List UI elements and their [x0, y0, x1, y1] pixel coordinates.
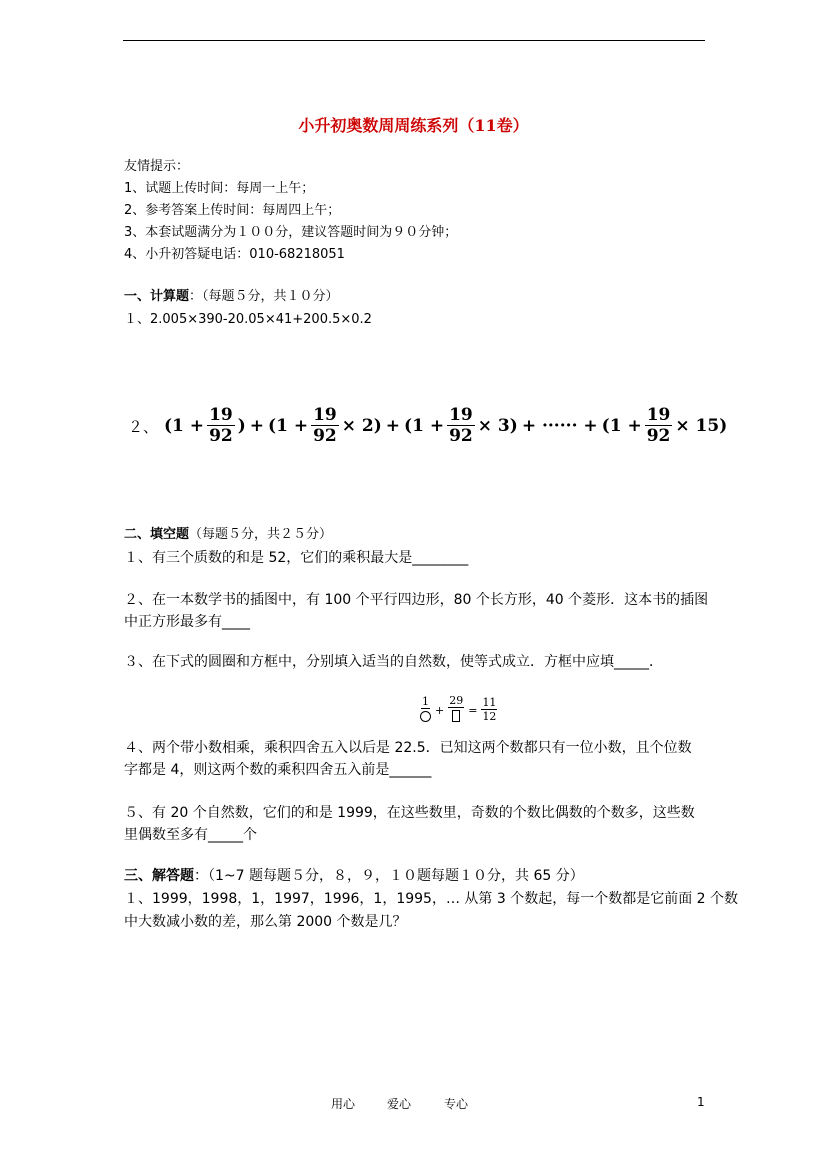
question-2-2-line-1: ２、在一本数学书的插图中，有 100 个平行四边形，80 个长方形，40 个菱形．这本书的插图	[124, 592, 709, 608]
fraction-denominator: 92	[313, 426, 337, 446]
term-1-open: (1 +	[164, 416, 205, 436]
square-blank-icon	[452, 710, 460, 722]
footer-motto-3: 专心	[444, 1097, 469, 1111]
question-1-2-number: ２、	[128, 417, 159, 436]
section-1-title: 一、计算题	[124, 289, 190, 304]
denominator	[420, 709, 431, 726]
question-1-1: １、2.005×390-20.05×41+200.5×0.2	[124, 312, 372, 327]
fraction-19-92	[207, 406, 235, 446]
tip-item-1: 1、试题上传时间：每周一上午；	[124, 181, 315, 196]
term-1-close: )	[237, 416, 246, 436]
question-2-2-line-2: 中正方形最多有____	[124, 614, 250, 630]
term-3-close: × 3)	[477, 416, 518, 436]
page-title: 小升初奥数周周练系列（11卷）	[298, 116, 529, 135]
equals-sign: =	[468, 703, 478, 717]
tip-item-4: 4、小升初答疑电话：010-68218051	[124, 247, 345, 262]
fraction-denominator: 92	[209, 426, 233, 446]
term-2-close: × 2)	[341, 416, 382, 436]
footer-motto-2: 爱心	[387, 1097, 412, 1111]
question-3-1-line-1: １、1999，1998，1，1997，1996，1，1995，… 从第 3 个数起，每一个数都是它前面 2 个数	[124, 891, 739, 907]
fraction-19-92	[645, 406, 673, 446]
question-2-5-line-1: ５、有 20 个自然数，它们的和是 1999，在这些数里，奇数的个数比偶数的个数多，这些数	[124, 805, 695, 821]
fraction-numerator: 19	[646, 405, 671, 425]
section-2-scoring: （每题５分，共２５分）	[189, 527, 333, 542]
tips-heading: 友情提示：	[124, 159, 190, 174]
section-3-scoring: ：（1~7 题每题５分，８，９，１０题每题１０分，共 65 分）	[194, 868, 584, 884]
numerator: 29	[449, 694, 464, 707]
plus-sign: +	[435, 703, 445, 717]
denominator: 12	[482, 710, 497, 723]
plus-sign: +	[385, 416, 401, 436]
fraction-equation	[418, 694, 499, 726]
page-number: 1	[697, 1095, 705, 1109]
question-1-2-expression	[128, 400, 727, 452]
question-2-3: ３、在下式的圆圈和方框中，分别填入适当的自然数，使等式成立．方框中应填_____．	[124, 654, 663, 670]
numerator: 1	[422, 694, 429, 708]
circle-blank-icon	[420, 711, 431, 722]
term-4-open: (1 +	[601, 416, 642, 436]
fraction-19-92	[311, 406, 339, 446]
question-2-1: １、有三个质数的和是 52，它们的乘积最大是________	[124, 550, 469, 566]
section-3-title: 三、解答题	[124, 868, 194, 884]
question-3-1-line-2: 中大数减小数的差，那么第 2000 个数是几？	[124, 914, 407, 930]
question-2-5-line-2: 里偶数至多有_____个	[124, 827, 257, 843]
ellipsis-plus: + ······ +	[521, 416, 598, 436]
fraction-numerator: 19	[209, 405, 233, 425]
term-4-close: × 15)	[675, 416, 728, 436]
section-1-scoring: ：（每题５分，共１０分）	[189, 289, 339, 304]
section-2-title: 二、填空题	[124, 527, 190, 542]
section-2-heading	[124, 527, 332, 543]
fraction-denominator: 92	[449, 426, 473, 446]
question-2-4-line-1: ４、两个带小数相乘，乘积四舍五入以后是 22.5．已知这两个数都只有一位小数，且个位数	[124, 740, 692, 756]
tip-item-2: 2、参考答案上传时间：每周四上午；	[124, 203, 341, 218]
fraction-11-12	[481, 696, 497, 724]
section-3-heading	[124, 867, 584, 885]
fraction-numerator: 19	[449, 405, 473, 425]
plus-sign: +	[249, 416, 265, 436]
fraction-19-92	[447, 406, 475, 446]
section-1-heading	[124, 289, 339, 305]
denominator	[452, 708, 460, 726]
term-2-open: (1 +	[268, 416, 309, 436]
footer-motto-1: 用心	[331, 1097, 356, 1111]
fraction-1-over-circle	[420, 695, 431, 726]
header-rule	[123, 40, 705, 41]
fraction-numerator: 19	[313, 405, 337, 425]
tip-item-3: 3、本套试题满分为１００分，建议答题时间为９０分钟；	[124, 225, 458, 240]
question-2-4-line-2: 字都是 4，则这两个数的乘积四舍五入前是______	[124, 762, 432, 778]
fraction-denominator: 92	[646, 426, 671, 446]
fraction-29-over-box	[448, 694, 464, 726]
numerator: 11	[482, 696, 497, 709]
term-3-open: (1 +	[404, 416, 445, 436]
